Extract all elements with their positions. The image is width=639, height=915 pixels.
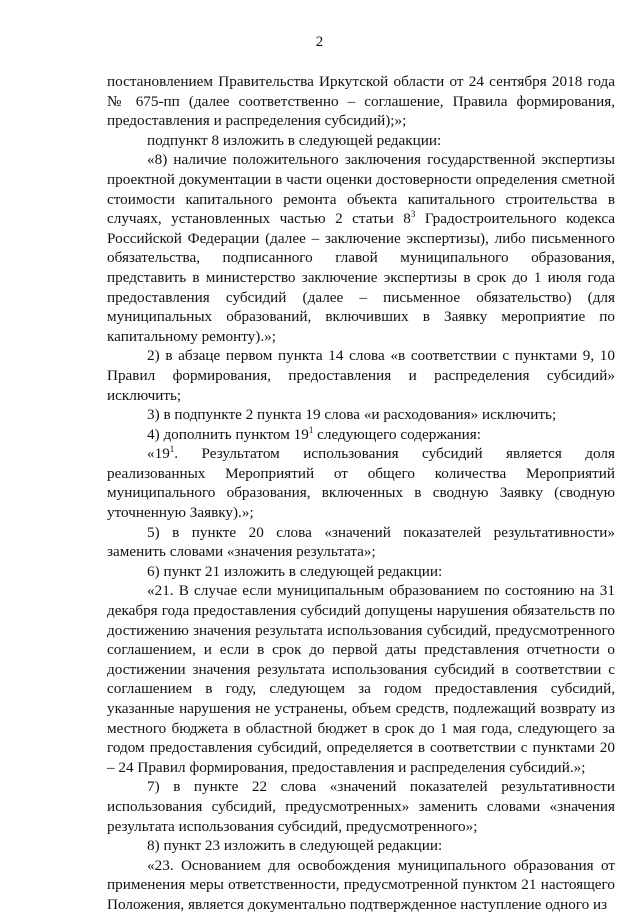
paragraph-12: 8) пункт 23 изложить в следующей редакции: — [147, 837, 443, 855]
paragraph-7: «$19^1$. Результатом использования субсидий является доля реализованных Мероприятий от общего количества Мероприятий муниципального образования, включенных в сводную Заявку (сводную уточненную Заявку).»; — [107, 444, 615, 522]
paragraph-13: «23. Основанием для освобождения муниципального образования от применения меры ответственности, предусмотренной пунктом 21 настоящего Положения, является документально подтвержденное наступление одного из — [107, 856, 615, 913]
paragraph-1: постановлением Правительства Иркутской области от 24 сентября 2018 года № 675-пп (далее соответственно – соглашение, Правила формирования, предоставления и распределения субсидий);»; — [107, 73, 615, 130]
paragraph-2: подпункт 8 изложить в следующей редакции: — [147, 131, 442, 149]
paragraph-5: 3) в подпункте 2 пункта 19 слова «и расходования» исключить; — [147, 406, 557, 424]
paragraph-8: 5) в пункте 20 слова «значений показателей результативности» заменить словами «значения результата»; — [107, 523, 615, 561]
paragraph-4: 2) в абзаце первом пункта 14 слова «в соответствии с пунктами 9, 10 Правил формирования, предоставления и распределения субсидий» исключить; — [107, 347, 615, 404]
paragraph-6: 4) дополнить пунктом $19^1$ следующего содержания: — [147, 424, 482, 443]
paragraph-10: «21. В случае если муниципальным образованием по состоянию на 31 декабря года предоставления субсидий допущены нарушения обязательств по достижению значения результата использования субсидий, предусмотренного соглашением, и если в срок до первой даты представления отчетности о достижении значения результата использования субсидий в соответствии с соглашением в году, следующем за годом предоставления субсидий, указанные нарушения не устранены, объем средств, подлежащий возврату из местного бюджета в областной бюджет в срок до 1 мая года, следующего за годом предоставления субсидий, определяется в соответствии с пунктами 20 – 24 Правил формирования, предоставления и распределения субсидий.»; — [107, 582, 615, 776]
page-number: 2 — [315, 34, 324, 50]
paragraph-9: 6) пункт 21 изложить в следующей редакции: — [147, 562, 443, 580]
document-body — [107, 72, 615, 915]
paragraph-3: «8) наличие положительного заключения государственной экспертизы проектной документации в части оценки достоверности определения сметной стоимости капитального ремонта объекта капитального строительства в случаях, установленных частью 2 статьи $8^3$ Градостроительного кодекса Российской Федерации (далее – заключение экспертизы), либо письменного обязательства, подписанного главой муниципального образования, представить в министерство заключение экспертизы в срок до 1 июля года предоставления субсидий (далее – письменное обязательство) (для муниципальных образований, включивших в Заявку мероприятие по капитальному ремонту).»; — [107, 151, 616, 345]
paragraph-11: 7) в пункте 22 слова «значений показателей результативности использования субсидий, предусмотренных» заменить словами «значения результата использования субсидий, предусмотренного»; — [107, 778, 615, 835]
